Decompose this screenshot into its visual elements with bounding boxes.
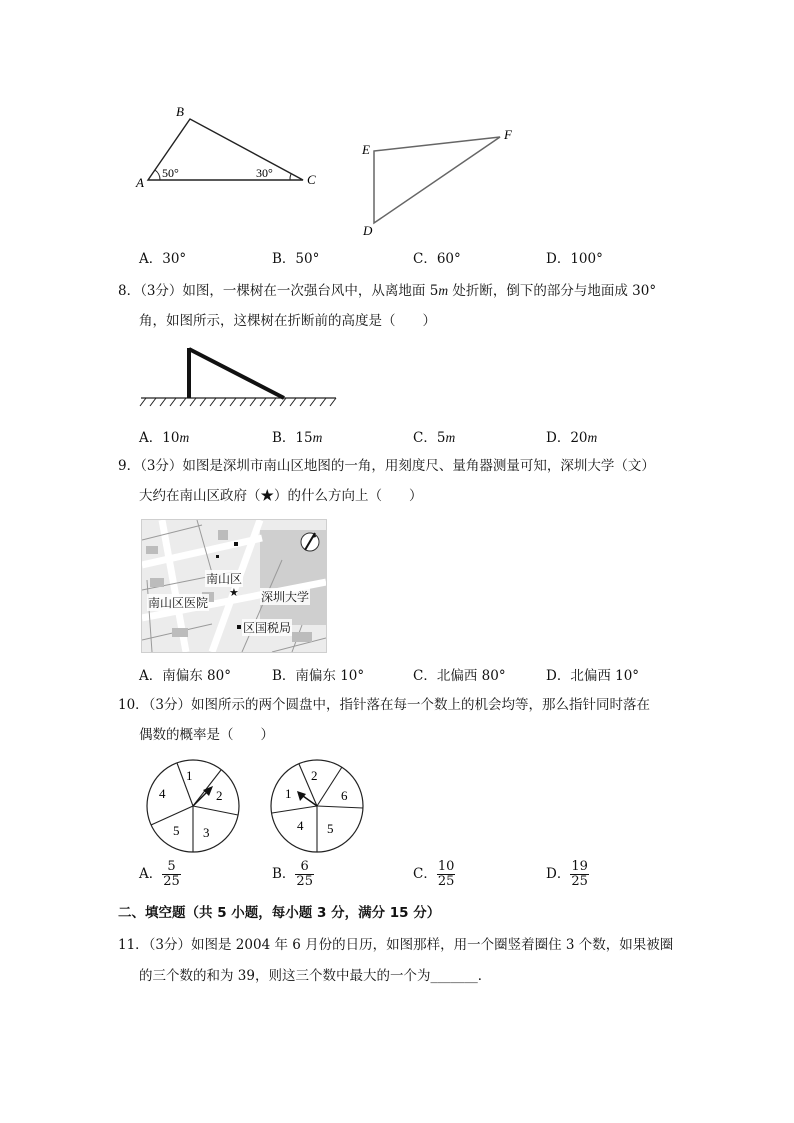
disc2-number: 6: [341, 788, 348, 803]
angle-a-label: 50°: [162, 166, 179, 180]
q8-stem-line2: 角，如图所示，这棵树在折断前的高度是（ ）: [139, 313, 436, 329]
map-label-university: 深圳大学: [261, 590, 310, 604]
vertex-label-d: D: [363, 223, 373, 238]
q8-stem-line1: 8．（3分）如图，一棵树在一次强台风中，从离地面 5m 处折断，倒下的部分与地面成 30°: [118, 283, 657, 299]
q9-option-a[interactable]: A．南偏东 80°: [139, 668, 231, 684]
vertex-label-c: C: [307, 172, 316, 187]
vertex-label-b: B: [176, 104, 184, 119]
q11-stem-line2: 的三个数的和为 39，则这三个数中最大的一个为_______．: [139, 968, 492, 984]
q7-option-a[interactable]: A．30°: [139, 251, 187, 267]
angle-c-label: 30°: [256, 166, 273, 180]
q9-option-b[interactable]: B．南偏东 10°: [272, 668, 365, 684]
disc1-number: 4: [159, 786, 166, 801]
vertex-label-a: A: [136, 175, 144, 190]
spinner-disc-2: [269, 758, 365, 854]
disc1-number: 2: [216, 788, 223, 803]
q9-stem-line2: 大约在南山区政府（★）的什么方向上（ ）: [139, 488, 423, 504]
map-label-district: 南山区: [206, 572, 243, 586]
q7-option-b[interactable]: B．50°: [272, 251, 320, 267]
q9-stem-line1: 9．（3分）如图是深圳市南山区地图的一角，用刻度尺、量角器测量可知，深圳大学（文）: [118, 458, 655, 474]
q10-stem-line2: 偶数的概率是（ ）: [139, 727, 274, 743]
q8-option-b[interactable]: B．15m: [272, 430, 323, 446]
q7-option-c[interactable]: C．60°: [413, 251, 461, 267]
map-label-tax-bureau: 区国税局: [243, 621, 292, 635]
q10-option-c[interactable]: C． $\frac{10}{25}$: [413, 859, 455, 889]
disc1-number: 3: [203, 825, 210, 840]
section-heading: 二、填空题（共 5 小题，每小题 3 分，满分 15 分）: [118, 905, 441, 921]
disc2-number: 2: [311, 768, 318, 783]
q10-stem-line1: 10．（3分）如图所示的两个圆盘中，指针落在每一个数上的机会均等，那么指针同时落在: [118, 697, 651, 713]
disc1-number: 5: [173, 823, 180, 838]
disc2-number: 1: [285, 786, 292, 801]
triangle-def-figure: [355, 125, 530, 240]
disc2-number: 5: [327, 821, 334, 836]
q9-option-d[interactable]: D．北偏西 10°: [546, 668, 640, 684]
vertex-label-f: F: [504, 127, 512, 142]
q8-option-a[interactable]: A．10m: [139, 430, 190, 446]
q7-option-d[interactable]: D．100°: [546, 251, 603, 267]
disc2-number: 4: [297, 818, 304, 833]
q8-option-d[interactable]: D．20m: [546, 430, 598, 446]
map-label-hospital: 南山区医院: [148, 596, 209, 610]
q8-option-c[interactable]: C．5m: [413, 430, 456, 446]
broken-tree-figure: [138, 340, 338, 410]
star-icon: ★: [229, 586, 239, 599]
nanshan-map: [141, 519, 327, 653]
triangle-abc-figure: [130, 100, 330, 192]
spinner-disc-1: [145, 758, 241, 854]
q10-option-b[interactable]: B． $\frac{6}{25}$: [272, 859, 313, 889]
q9-option-c[interactable]: C．北偏西 80°: [413, 668, 506, 684]
disc1-number: 1: [186, 768, 193, 783]
vertex-label-e: E: [362, 142, 370, 157]
q10-option-d[interactable]: D． $\frac{19}{25}$: [546, 859, 588, 889]
q10-option-a[interactable]: A． $\frac{5}{25}$: [139, 859, 180, 889]
q11-stem-line1: 11．（3分）如图是 2004 年 6 月份的日历，如图那样，用一个圈竖着圈住 3 个数，如果被圈: [118, 937, 674, 953]
